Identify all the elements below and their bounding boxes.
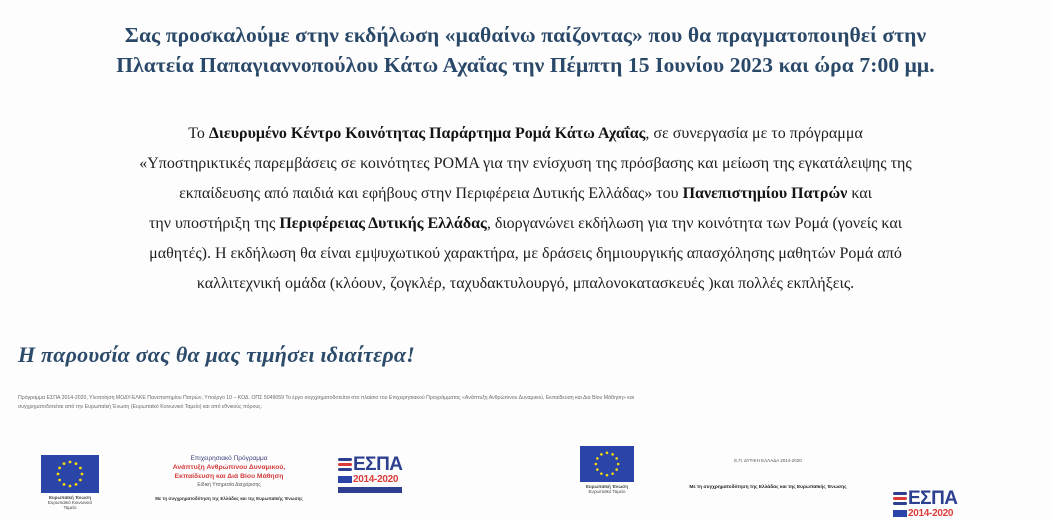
description-line-4: την υποστήριξη της Περιφέρειας Δυτικής Ελλάδας, διοργανώνει εκδήλωση για την κοινότητα των Ρομά (γονείς και [148,215,903,232]
title-line-1: Σας προσκαλούμε στην εκδήλωση «μαθαίνω παίζοντας» που θα πραγματοποιηθεί στην [124,23,927,47]
espa-logo-right: ΕΣΠΑ 2014-2020 [893,488,959,520]
espa-logo-left: ΕΣΠΑ 2014-2020 [338,454,404,498]
closing-remark: Η παρουσία σας θα μας τιμήσει ιδιαίτερα! [18,342,415,367]
fineprint-line-2: συγχρηματοδοτείται από την Ευρωπαϊκή Ένωση (Ευρωπαϊκό Κοινωνικό Ταμείο) και από εθνικούς πόρους. [18,404,263,410]
eu-flag-icon [41,455,99,493]
description-line-6: καλλιτεχνική ομάδα (κλόουν, ζογκλέρ, ταχυδακτυλουργό, μπαλονοκατασκευές )και πολλές εκπλήξεις. [196,275,855,292]
description-line-3: εκπαίδευσης από παιδιά και εφήβους στην Περιφέρεια Δυτικής Ελλάδας» του Πανεπιστημίου Πατρών και [179,185,872,202]
eu-logo-left [41,455,99,510]
eu-mini-flag-icon [338,476,352,483]
description-line-5: μαθητές). Η εκδήλωση θα είναι εμψυχωτικού χαρακτήρα, με δράσεις δημιουργικής απασχόλησης μαθητών Ρομά από [149,245,902,262]
funding-fineprint [18,394,1038,412]
title-line-2: Πλατεία Παπαγιαννοπούλου Κάτω Αχαΐας την Πέμπτη 15 Ιουνίου 2023 και ώρα 7:00 μμ. [116,53,935,77]
western-greece-programme-logo: Ε.Π. ΔΥΤΙΚΗ ΕΛΛΑΔΑ 2014-2020 Με τη συγχρηματοδότηση της Ελλάδας και της Ευρωπαϊκής Ένωσης [689,458,847,490]
eu-caption: Ευρωπαϊκή Ένωση Ευρωπαϊκό Ταμείο [586,484,628,494]
event-description [20,119,1031,299]
fineprint-line-1: Πρόγραμμα ΕΣΠΑ 2014-2020, Υλοποίηση ΜΟΔΥ-ΕΛΚΕ Πανεπιστημίου Πατρών, Υποέργο 10 – ΚΟΔ. ΟΠΣ 5049059 Το έργο συγχρηματοδοτείται στο πλαίσιο του Επιχειρησιακού Προγράμματος «Ανάπτυξη Ανθρώπινου Δυναμικού, Εκπαίδευση και Δια Βίου Μάθηση» και [18,395,634,401]
eu-stars-icon [41,455,99,493]
description-line-1: Το Διευρυμένο Κέντρο Κοινότητας Παράρτημα Ρομά Κάτω Αχαΐας, σε συνεργασία με το πρόγραμμα [188,125,863,142]
eu-flag-icon [580,446,634,482]
eu-stars-icon [580,446,634,482]
espa-stripes-icon [893,492,907,507]
operational-programme-logo: Επιχειρησιακό Πρόγραμμα Ανάπτυξη Ανθρώπινου Δυναμικού, Εκπαίδευση και Διά Βίου Μάθηση Ειδική Υπηρεσία Διαχείρισης Με τη συγχρηματοδότηση της Ελλάδας και της Ευρωπαϊκής Ένωσης [155,455,303,501]
event-invitation-title [0,20,1051,80]
university-name: Πανεπιστημίου Πατρών [682,185,848,202]
eu-caption: Ευρωπαϊκή Ένωση Ευρωπαϊκό Κοινωνικό Ταμείο [47,495,93,510]
eu-logo-right [580,446,634,494]
espa-stripes-icon [338,458,352,473]
organizer-name: Διευρυμένο Κέντρο Κοινότητας Παράρτημα Ρομά Κάτω Αχαΐας [208,125,646,142]
description-line-2: «Υποστηρικτικές παρεμβάσεις σε κοινότητες ΡΟΜΑ για την ενίσχυση της πρόσβασης και μείωση της εγκατάλειψης της [139,155,912,172]
region-name: Περιφέρειας Δυτικής Ελλάδας [279,215,487,232]
eu-mini-flag-icon [893,510,907,517]
